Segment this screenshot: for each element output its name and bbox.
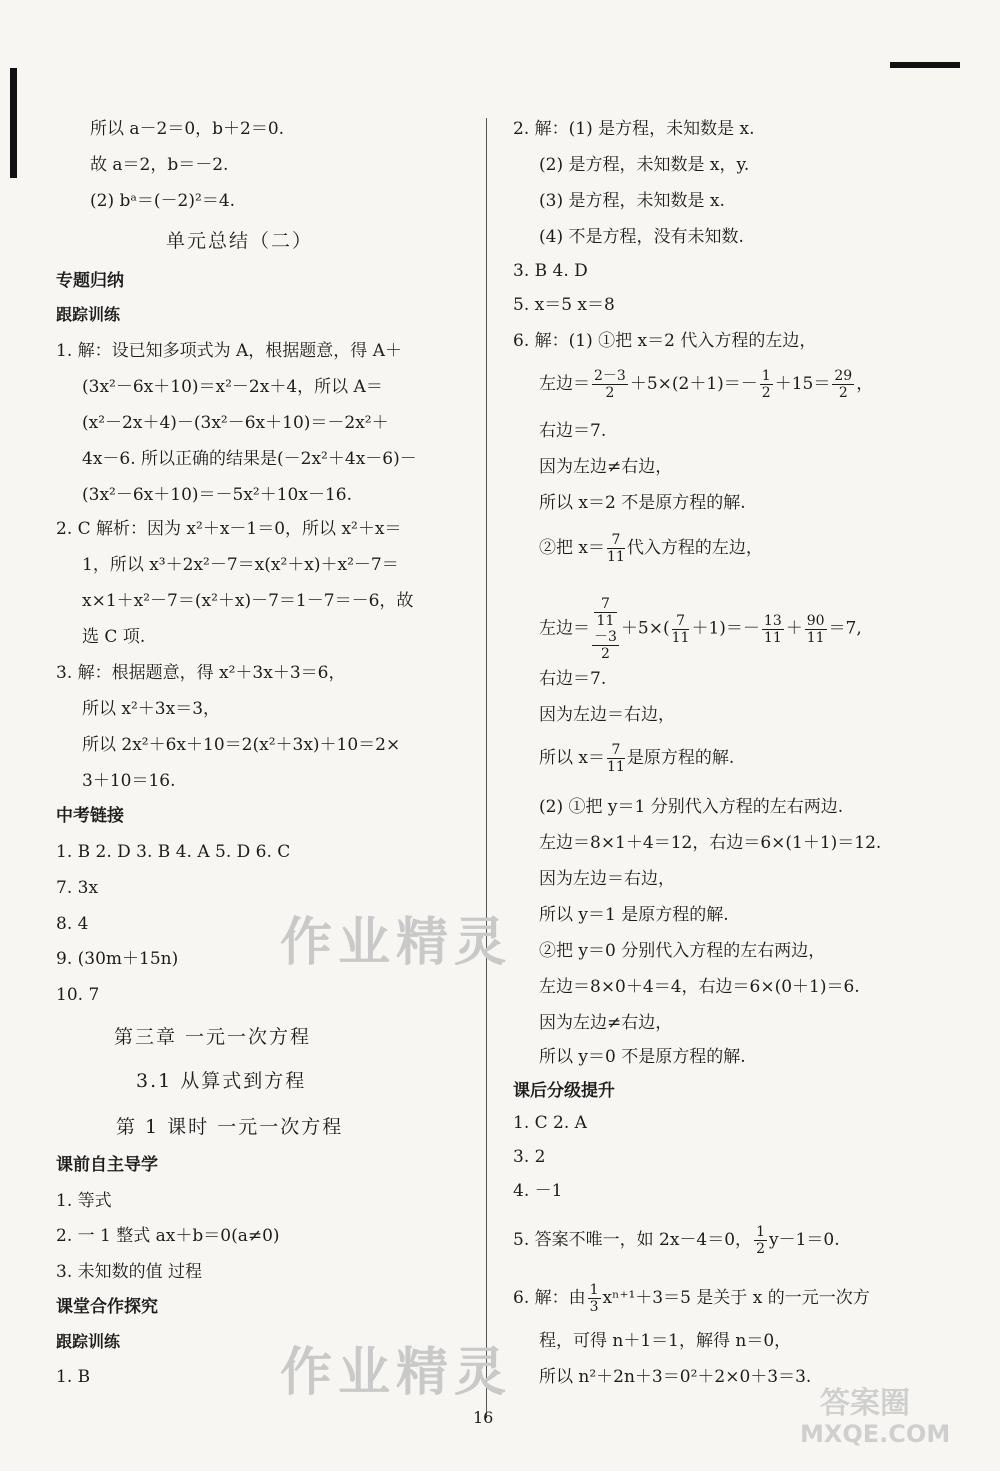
text: 是原方程的解. — [626, 748, 735, 768]
numerator: 7 — [672, 613, 690, 630]
text: ＝7, — [828, 618, 862, 639]
scan-edge-right — [890, 62, 960, 68]
heading-ketang: 课堂合作探究 — [56, 1297, 158, 1317]
text-line: 所以 n²＋2n＋3＝0²＋2×0＋3＝3. — [539, 1367, 812, 1387]
equation-line — [513, 1222, 840, 1258]
compound-fraction — [592, 596, 619, 662]
scan-edge-left — [10, 68, 17, 178]
text: ， — [856, 374, 874, 394]
text: ＋ — [785, 618, 803, 639]
text-line: 3. 2 — [513, 1147, 546, 1167]
heading-genzong: 跟踪训练 — [56, 1332, 121, 1351]
chapter-title: 第三章 一元一次方程 — [114, 1026, 312, 1048]
text-line: (2) bᵃ＝(－2)²＝4. — [90, 191, 236, 211]
text: ＋15＝ — [774, 374, 831, 394]
text-line: 3. 解：根据题意，得 x²＋3x＋3＝6， — [56, 663, 346, 683]
text-line: 3＋10＝16. — [82, 771, 176, 791]
text-line: 4x－6. 所以正确的结果是(－2x²＋4x－6)－ — [82, 449, 417, 469]
text-line: 4. －1 — [513, 1181, 563, 1201]
text-line: 所以 x²＋3x＝3， — [82, 699, 221, 719]
numerator: 7 — [594, 596, 617, 613]
text-line: (2) ①把 y＝1 分别代入方程的左右两边. — [539, 797, 844, 817]
text-line: 所以 y＝1 是原方程的解. — [539, 905, 729, 925]
watermark-url: MXQE.COM — [800, 1420, 951, 1448]
fraction — [672, 613, 690, 646]
text-line: 5. x＝5 x＝8 — [513, 295, 615, 315]
text: y－1＝0. — [768, 1230, 840, 1250]
numerator — [592, 596, 619, 646]
fraction — [594, 596, 617, 629]
text: 代入方程的左边， — [626, 538, 763, 558]
text-line: 2. 一 1 整式 ax＋b＝0(a≠0) — [56, 1226, 280, 1246]
fraction — [832, 368, 854, 401]
numerator: 90 — [806, 612, 825, 629]
section-title: 单元总结（二） — [166, 230, 314, 252]
denominator: 2 — [838, 385, 848, 401]
text-line: 1，所以 x³＋2x²－7＝x(x²＋x)＋x²－7＝ — [82, 555, 399, 575]
text: ＋5×(2＋1)＝－ — [629, 374, 758, 394]
text: ＋5×( — [620, 618, 670, 639]
text-line: 因为左边≠右边， — [539, 1013, 673, 1033]
text-line: 因为左边＝右边， — [539, 869, 675, 889]
fraction — [762, 613, 784, 646]
text: 所以 x＝ — [539, 748, 605, 768]
text-line: 所以 2x²＋6x＋10＝2(x²＋3x)＋10＝2× — [82, 735, 401, 755]
numerator: 13 — [763, 612, 782, 629]
numerator: 1 — [761, 368, 771, 384]
text-line: 6. 解：(1) ①把 x＝2 代入方程的左边， — [513, 331, 817, 351]
text-line: 所以 x＝2 不是原方程的解. — [539, 493, 746, 513]
text-line: 9. (30m＋15n) — [56, 949, 179, 969]
watermark: 作业精灵 — [280, 1342, 513, 1403]
subsection-title: 3.1 从算式到方程 — [136, 1070, 307, 1092]
text: 5. 答案不唯一，如 2x－4＝0， — [513, 1230, 753, 1250]
heading-kehou: 课后分级提升 — [513, 1081, 615, 1101]
text-line: 1. B 2. D 3. B 4. A 5. D 6. C — [56, 842, 291, 862]
text-line: 2. C 解析：因为 x²＋x－1＝0，所以 x²＋x＝ — [56, 519, 402, 539]
text-line: 故 a＝2，b＝－2. — [90, 155, 229, 175]
text-line: 程，可得 n＋1＝1，解得 n＝0， — [539, 1331, 792, 1351]
text-line: 3. B 4. D — [513, 261, 588, 281]
fraction — [760, 368, 773, 401]
text-line: 1. C 2. A — [513, 1113, 587, 1133]
page-number: 16 — [473, 1408, 494, 1427]
numerator: 1 — [756, 1224, 765, 1240]
equation-line — [513, 1280, 870, 1316]
denominator: 11 — [806, 629, 825, 646]
watermark: 作业精灵 — [280, 912, 513, 973]
text: －3 — [594, 629, 617, 645]
text-line: (3x²－6x＋10)＝x²－2x＋4，所以 A＝ — [82, 377, 383, 397]
equation-line — [539, 740, 734, 776]
fraction — [754, 1224, 767, 1257]
equation-line — [539, 596, 862, 662]
equation-line — [539, 530, 763, 566]
text-line: 2. 解：(1) 是方程，未知数是 x. — [513, 119, 755, 139]
text-line: (2) 是方程，未知数是 x，y. — [539, 155, 750, 175]
text-line: (4) 不是方程，没有未知数. — [539, 227, 744, 247]
text-line: 1. B — [56, 1367, 91, 1387]
denominator: 3 — [589, 1299, 599, 1315]
text-line: 右边＝7. — [539, 669, 607, 689]
text-line: 右边＝7. — [539, 421, 607, 441]
denominator: 11 — [763, 629, 782, 646]
fraction — [607, 742, 625, 775]
text-line: 3. 未知数的值 过程 — [56, 1262, 203, 1282]
numerator: 29 — [834, 368, 853, 384]
numerator: 7 — [607, 742, 625, 759]
numerator: 7 — [607, 532, 625, 549]
text-line: 左边＝8×1＋4＝12，右边＝6×(1＋1)＝12. — [539, 833, 882, 853]
denominator: 2 — [601, 646, 610, 662]
denominator: 11 — [607, 759, 625, 775]
heading-zhongkao: 中考链接 — [56, 806, 124, 826]
text-line: 因为左边≠右边， — [539, 457, 673, 477]
equation-line — [539, 366, 873, 402]
fraction — [805, 613, 827, 646]
denominator: 11 — [671, 629, 690, 646]
text-line: 左边＝8×0＋4＝4，右边＝6×(0＋1)＝6. — [539, 977, 860, 997]
column-divider — [486, 118, 487, 1418]
lesson-title: 第 1 课时 一元一次方程 — [116, 1116, 344, 1138]
fraction — [588, 1282, 601, 1315]
denominator: 11 — [596, 613, 615, 629]
text: 6. 解：由 — [513, 1288, 586, 1308]
denominator: 11 — [607, 549, 625, 565]
text-line: 10. 7 — [56, 985, 100, 1005]
text: 左边＝ — [539, 618, 590, 639]
text: xⁿ⁺¹＋3＝5 是关于 x 的一元一次方 — [602, 1288, 870, 1308]
heading-keqian: 课前自主导学 — [56, 1155, 158, 1175]
numerator: 1 — [589, 1282, 599, 1298]
fraction — [607, 532, 625, 565]
text-line: 7. 3x — [56, 878, 99, 898]
text-line: ②把 y＝0 分别代入方程的左右两边， — [539, 941, 826, 961]
text-line: 选 C 项. — [82, 627, 146, 647]
text-line: 1. 解：设已知多项式为 A，根据题意，得 A＋ — [56, 341, 402, 361]
text: ②把 x＝ — [539, 538, 605, 558]
text-line: x×1＋x²－7＝(x²＋x)－7＝1－7＝－6，故 — [82, 591, 414, 611]
heading-zhuanti: 专题归纳 — [56, 271, 124, 291]
text-line: 所以 y＝0 不是原方程的解. — [539, 1047, 746, 1067]
denominator: 2 — [761, 385, 771, 401]
numerator: 2－3 — [594, 368, 626, 384]
watermark-logo: 答案圈 — [820, 1386, 910, 1421]
fraction — [592, 368, 628, 401]
text-line: (x²－2x＋4)－(3x²－6x＋10)＝－2x²＋ — [82, 413, 389, 433]
text: ＋1)＝－ — [691, 618, 760, 639]
text: 左边＝ — [539, 374, 590, 394]
denominator: 2 — [756, 1241, 765, 1257]
text-line: 8. 4 — [56, 914, 89, 934]
text-line: 所以 a－2＝0，b＋2＝0. — [90, 119, 285, 139]
text-line: 因为左边＝右边， — [539, 705, 675, 725]
text-line: 1. 等式 — [56, 1191, 112, 1211]
heading-genzong: 跟踪训练 — [56, 305, 121, 324]
text-line: (3x²－6x＋10)＝－5x²＋10x－16. — [82, 485, 352, 505]
denominator: 2 — [605, 385, 615, 401]
text-line: (3) 是方程，未知数是 x. — [539, 191, 725, 211]
